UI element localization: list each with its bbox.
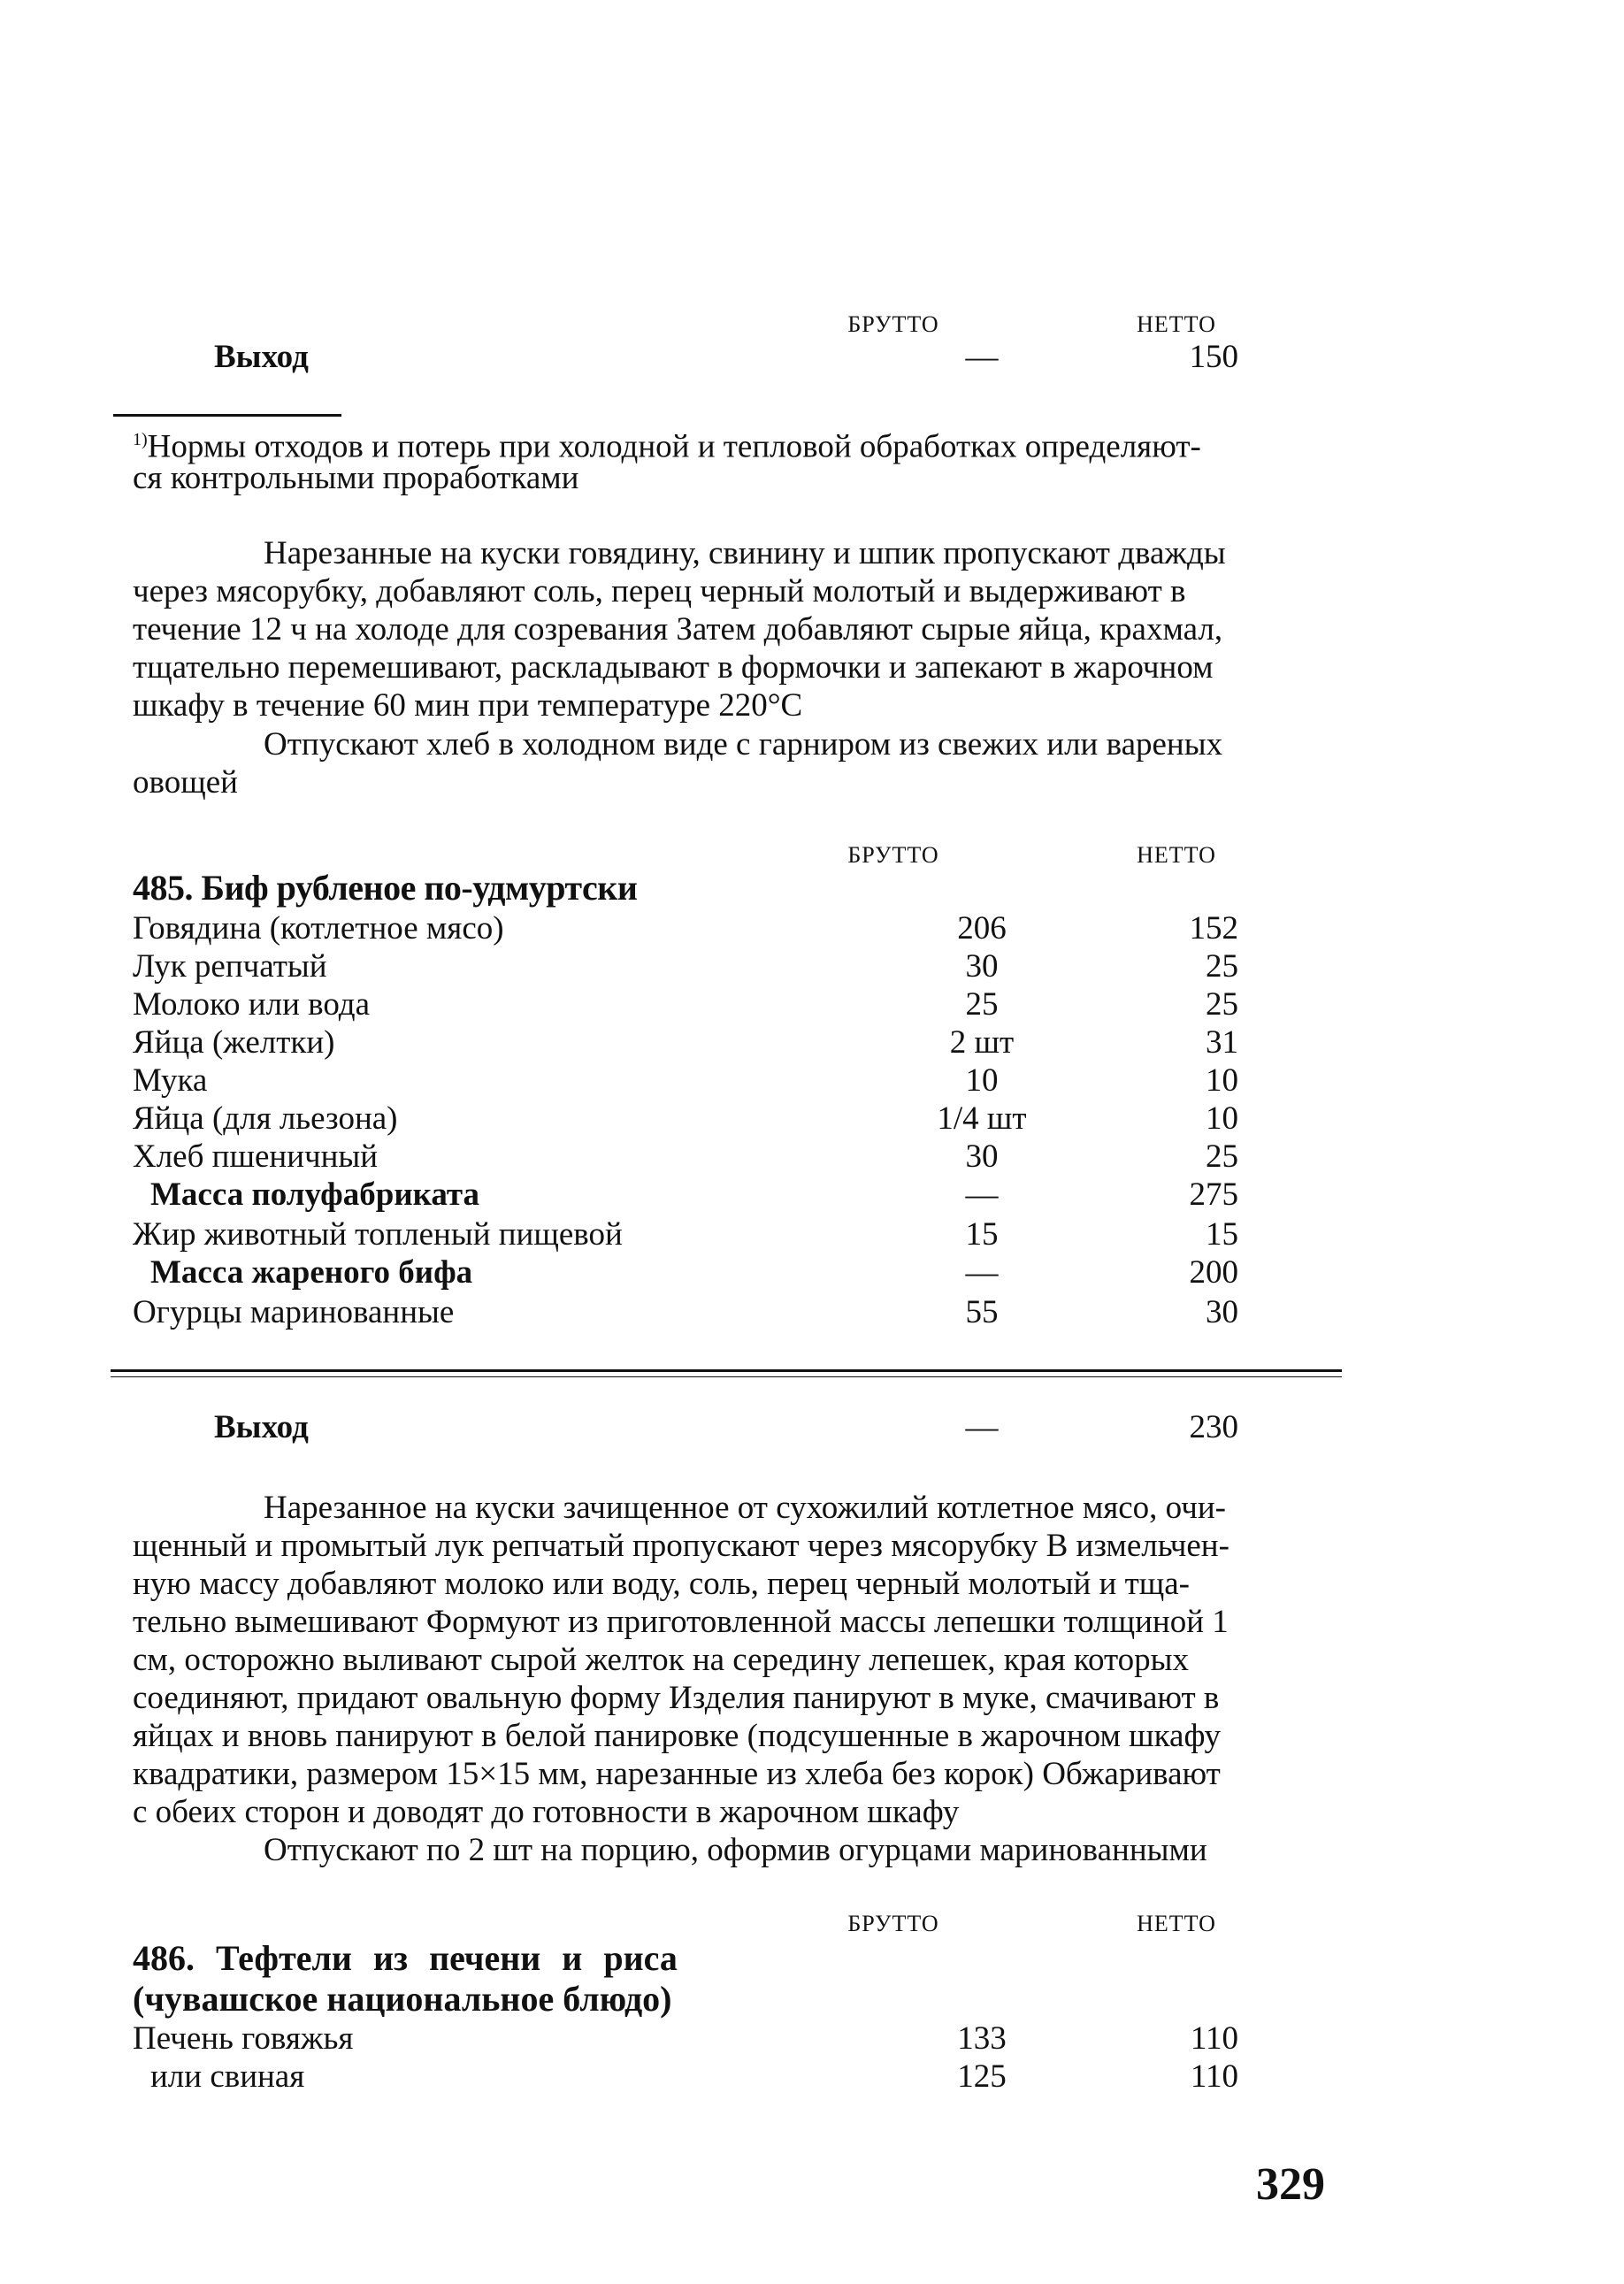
subtotal-name: Масса жареного бифа — [150, 1254, 473, 1291]
ingredient-name: Мука — [133, 1062, 208, 1099]
footnote — [133, 421, 1344, 497]
text-line: Отпускают хлеб в холодном виде с гарниром из свежих или вареных — [264, 726, 1223, 763]
table-row-subtotal — [133, 1176, 1247, 1214]
yield-brutto: — — [965, 339, 999, 375]
footnote-line-2: ся контрольными проработками — [133, 460, 579, 496]
ingredient-brutto: 30 — [965, 948, 999, 985]
ingredient-netto: 10 — [1206, 1100, 1238, 1137]
subtotal-brutto: — — [965, 1176, 999, 1213]
subtotal-name: Масса полуфабриката — [150, 1176, 480, 1213]
ingredient-netto: 31 — [1206, 1024, 1238, 1061]
table-row — [133, 1138, 1247, 1176]
text-line: Нарезанные на куски говядину, свинину и шпик пропускают дважды — [264, 535, 1226, 571]
ingredient-name: Яйца (для льезона) — [133, 1100, 398, 1137]
ingredient-brutto: 25 — [965, 986, 999, 1023]
table-row-subtotal — [133, 1253, 1247, 1291]
netto-header: НЕТТО — [1137, 311, 1216, 337]
table-row — [133, 1062, 1247, 1100]
table-row — [133, 1100, 1247, 1138]
text-line: с обеих сторон и доводят до готовности в жарочном шкафу — [133, 1794, 960, 1830]
table-row — [133, 947, 1247, 985]
ingredient-netto: 30 — [1206, 1294, 1238, 1330]
ingredient-netto: 110 — [1190, 2058, 1238, 2095]
table-row — [133, 1023, 1247, 1062]
ingredient-netto: 25 — [1206, 1138, 1238, 1175]
ingredient-brutto: 2 шт — [949, 1024, 1015, 1061]
ingredient-brutto: 55 — [965, 1294, 999, 1330]
ingredient-name: Огурцы маринованные — [133, 1294, 455, 1330]
paragraph-serving-1 — [133, 725, 1344, 801]
text-line: Отпускают по 2 шт на порцию, оформив огурцами маринованными — [264, 1832, 1207, 1868]
text-line: через мясорубку, добавляют соль, перец черный молотый и выдерживают в — [133, 573, 1186, 609]
yield-brutto: — — [965, 1409, 999, 1445]
text-line: ную массу добавляют молоко или воду, соль, перец черный молотый и тща- — [133, 1566, 1190, 1602]
yield-label: Выход — [214, 339, 309, 375]
table-row — [133, 1215, 1247, 1253]
ingredient-name: или свиная — [150, 2058, 305, 2095]
text-line: см, осторожно выливают сырой желток на середину лепешек, края которых — [133, 1642, 1190, 1678]
yield-row — [133, 1408, 1247, 1446]
ingredient-name: Говядина (котлетное мясо) — [133, 910, 504, 947]
recipe-485-title: 485. Биф рубленое по-удмуртски — [133, 868, 638, 908]
ingredient-brutto: 15 — [965, 1216, 999, 1253]
ingredient-brutto: 1/4 шт — [937, 1100, 1027, 1137]
text-line: Нарезанное на куски зачищенное от сухожилий котлетное мясо, очи- — [264, 1490, 1226, 1526]
ingredient-name: Молоко или вода — [133, 986, 371, 1023]
ingredient-name: Лук репчатый — [133, 948, 327, 985]
ingredient-brutto: 125 — [957, 2058, 1007, 2095]
subtotal-netto: 275 — [1189, 1176, 1238, 1213]
subtotal-brutto: — — [965, 1254, 999, 1291]
ingredient-brutto: 206 — [957, 910, 1007, 947]
table-row — [133, 2058, 1247, 2096]
ingredient-netto: 10 — [1206, 1062, 1238, 1099]
ingredient-name: Хлеб пшеничный — [133, 1138, 379, 1175]
subtotal-netto: 200 — [1189, 1254, 1238, 1291]
ingredient-netto: 110 — [1190, 2020, 1238, 2057]
ingredient-name: Яйца (желтки) — [133, 1024, 335, 1061]
recipe-486-title: 486. Тефтели из печени и риса — [133, 1938, 678, 1978]
ingredient-brutto: 30 — [965, 1138, 999, 1175]
text-line: соединяют, придают овальную форму Изделия панируют в муке, смачивают в — [133, 1680, 1220, 1716]
table-rule-top — [111, 1369, 1342, 1372]
table-row — [133, 909, 1247, 947]
text-line: квадратики, размером 15×15 мм, нарезанные из хлеба без корок) Обжаривают — [133, 1756, 1221, 1792]
table-row — [133, 2020, 1247, 2058]
footnote-line-1: $^{1)}$Нормы отходов и потерь при холодной и тепловой обработках определяют- — [133, 428, 1201, 465]
netto-header: НЕТТО — [1137, 1911, 1216, 1936]
text-line: щенный и промытый лук репчатый пропускают через мясорубку В измельчен- — [133, 1528, 1229, 1564]
brutto-header: БРУТТО — [847, 842, 939, 868]
ingredient-brutto: 10 — [965, 1062, 999, 1099]
yield-label: Выход — [214, 1409, 309, 1445]
paragraph-serving-485 — [133, 1831, 1344, 1869]
footnote-rule — [113, 414, 341, 417]
text-line: тщательно перемешивают, раскладывают в формочки и запекают в жарочном — [133, 649, 1214, 686]
table-row — [133, 985, 1247, 1023]
yield-netto: 230 — [1189, 1409, 1238, 1445]
top-yield-row — [133, 338, 1247, 376]
text-line: течение 12 ч на холоде для созревания Затем добавляют сырые яйца, крахмал, — [133, 611, 1223, 648]
page-number: 329 — [1256, 2159, 1325, 2210]
ingredient-netto: 152 — [1189, 910, 1238, 947]
text-line: яйцах и вновь панируют в белой панировке (подсушенные в жарочном шкафу — [133, 1718, 1221, 1754]
yield-netto: 150 — [1189, 339, 1238, 375]
netto-header: НЕТТО — [1137, 842, 1216, 868]
ingredient-name: Печень говяжья — [133, 2020, 354, 2057]
ingredient-netto: 15 — [1206, 1216, 1238, 1253]
table-row — [133, 1293, 1247, 1331]
ingredient-brutto: 133 — [957, 2020, 1007, 2057]
brutto-header: БРУТТО — [847, 311, 939, 337]
text-line: овощей — [133, 764, 238, 801]
footnote-marker: 1) — [133, 430, 148, 449]
brutto-header: БРУТТО — [847, 1911, 939, 1936]
ingredient-name: Жир животный топленый пищевой — [133, 1216, 623, 1253]
ingredient-netto: 25 — [1206, 948, 1238, 985]
paragraph-prep-1 — [133, 534, 1344, 724]
table-rule-bottom — [111, 1376, 1342, 1377]
text-line: шкафу в течение 60 мин при температуре 220°С — [133, 687, 803, 724]
ingredient-netto: 25 — [1206, 986, 1238, 1023]
recipe-486-subtitle: (чувашское национальное блюдо) — [133, 1979, 672, 2019]
paragraph-prep-485 — [133, 1489, 1344, 1831]
text-line: тельно вымешивают Формуют из приготовленной массы лепешки толщиной 1 — [133, 1604, 1229, 1640]
